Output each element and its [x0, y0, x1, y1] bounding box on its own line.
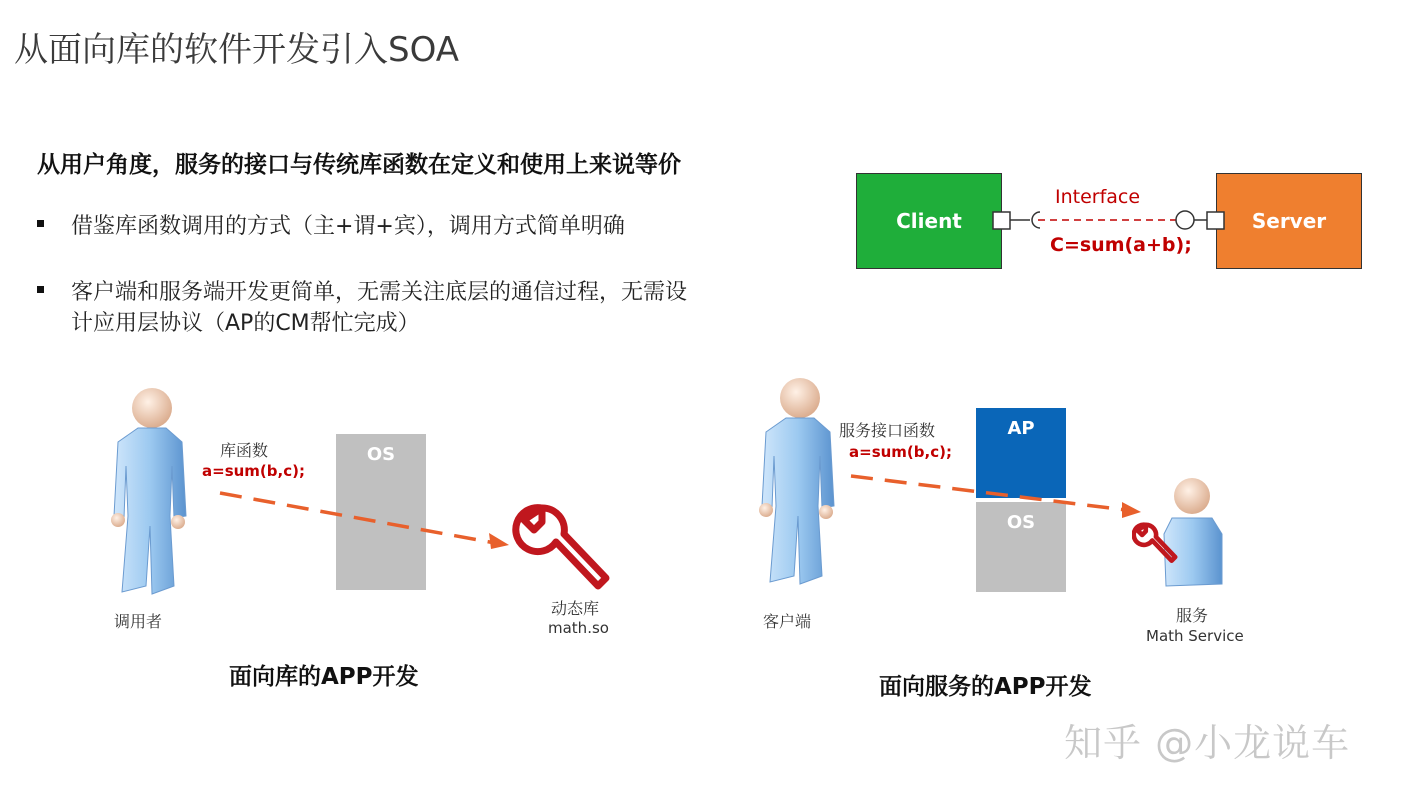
dynamic-library-label: 动态库: [551, 599, 600, 618]
service-call-arrow: [846, 468, 1146, 523]
bullet-text-continued: 计应用层协议（AP的CM帮忙完成）: [71, 311, 420, 336]
library-function-label: 库函数: [220, 441, 269, 460]
os-label-right: OS: [1006, 512, 1036, 533]
service-name-label: Math Service: [1146, 627, 1244, 645]
service-function-label: 服务接口函数: [839, 421, 936, 440]
caller-label: 调用者: [114, 612, 163, 631]
bullet-item: [37, 277, 837, 341]
left-caption: 面向库的APP开发: [229, 664, 419, 690]
client-person-icon: [756, 376, 844, 596]
library-code-label: a=sum(b,c);: [202, 462, 305, 480]
right-caption: 面向服务的APP开发: [879, 674, 1092, 700]
bullet-text: 客户端和服务端开发更简单，无需关注底层的通信过程，无需设: [71, 280, 688, 305]
server-label: Server: [1251, 209, 1327, 233]
client-label: 客户端: [763, 612, 812, 631]
client-box: [856, 173, 1002, 269]
ap-label: AP: [1007, 418, 1035, 439]
server-box: [1216, 173, 1362, 269]
subtitle: 从用户角度，服务的接口与传统库函数在定义和使用上来说等价: [37, 152, 681, 178]
watermark: 知乎 @小龙说车: [1064, 721, 1351, 765]
service-label: 服务: [1176, 606, 1209, 625]
bullet-item: [37, 211, 837, 243]
server-port: [1207, 212, 1224, 229]
service-wrench-icon: [1132, 520, 1178, 566]
library-file-label: math.so: [548, 619, 609, 637]
client-label: Client: [896, 209, 962, 233]
interface-code-label: C=sum(a+b);: [1050, 234, 1192, 256]
bullet-marker: [37, 286, 44, 293]
client-port: [993, 212, 1010, 229]
caller-person-icon: [108, 386, 196, 606]
wrench-icon: [512, 500, 612, 595]
bullet-text: 借鉴库函数调用的方式（主+谓+宾），调用方式简单明确: [71, 214, 625, 239]
provided-interface-lollipop: [1176, 211, 1194, 229]
service-code-label: a=sum(b,c);: [849, 443, 952, 461]
page-title: 从面向库的软件开发引入SOA: [14, 30, 460, 70]
os-label: OS: [366, 444, 396, 465]
call-arrow: [215, 485, 515, 555]
bullet-marker: [37, 220, 44, 227]
interface-label: Interface: [1055, 186, 1141, 208]
